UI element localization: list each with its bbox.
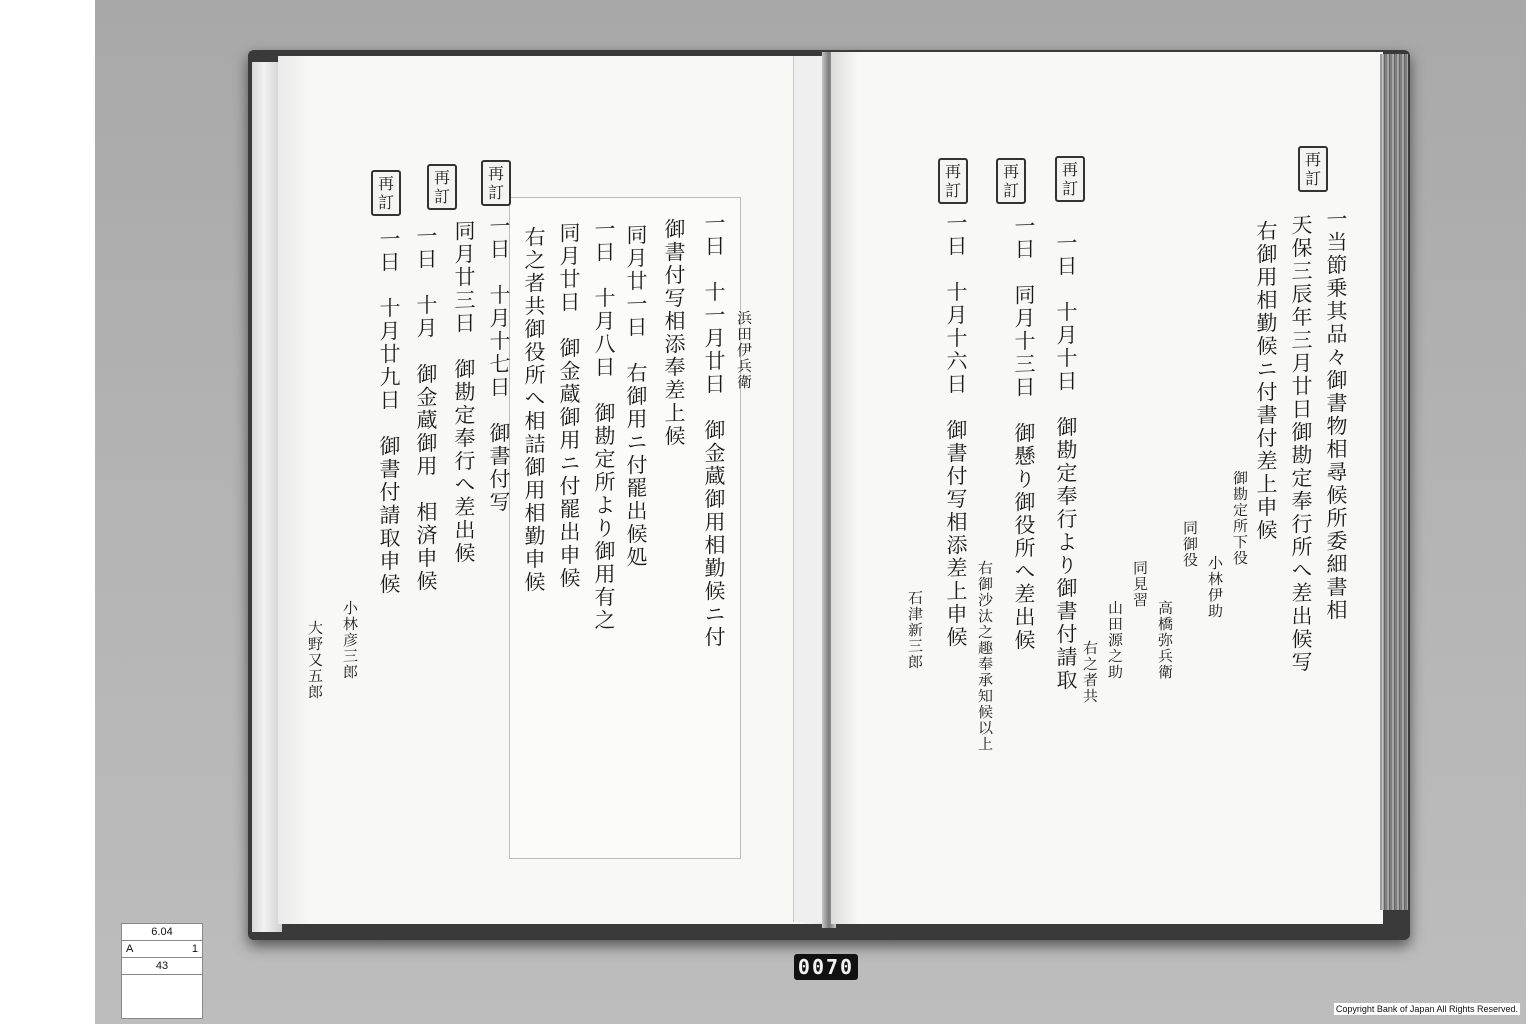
label-item: 43 [122, 958, 202, 975]
name-column: 右之者共 [1081, 639, 1099, 705]
revision-stamp: 再 訂 [938, 158, 968, 204]
text-column: 一日 十月十日 御勘定奉行より御書付請取 [1054, 231, 1078, 693]
frame-number-tag: 0070 [794, 954, 858, 980]
text-column: 右御沙汰之趣奉承知候以上 [976, 559, 994, 753]
label-volume: 1 [191, 943, 198, 955]
revision-stamp: 再 訂 [371, 170, 401, 216]
text-column: 一日 十月八日 御勘定所より御用有之 [592, 217, 616, 633]
text-column: 一日 十月廿九日 御書付請取申候 [377, 227, 401, 597]
name-column: 高橋弥兵衛 [1156, 599, 1174, 681]
text-column: 同月廿三日 御勘定奉行へ差出候 [452, 219, 476, 566]
label-code: 6.04 [122, 924, 202, 941]
slip-text-column: 同月廿一日 右御用ニ付罷出候処 [624, 223, 648, 570]
revision-stamp: 再 訂 [427, 164, 457, 210]
name-column: 小林伊助 [1206, 554, 1224, 620]
text-column: 一日 十月十七日 御書付写 [487, 214, 511, 515]
name-column: 同御役 [1181, 519, 1199, 569]
name-column: 山田源之助 [1106, 599, 1124, 681]
text-column: 一日 十月十六日 御書付写相添差上申候 [944, 211, 968, 650]
revision-stamp: 再 訂 [1298, 146, 1328, 192]
archive-label-card [121, 923, 203, 1019]
text-column: 同月廿日 御金蔵御用ニ付罷出申候 [557, 221, 581, 591]
signature-column: 浜田伊兵衛 [735, 309, 753, 391]
slip-text-column: 御書付写相添奉差上候 [662, 217, 686, 449]
name-column: 同見習 [1131, 559, 1149, 609]
revision-stamp: 再 訂 [996, 158, 1026, 204]
text-column: 一日 十月 御金蔵御用 相済申候 [414, 224, 438, 594]
binding-tab [793, 56, 822, 922]
slip-text-column: 一日 十一月廿日 御金蔵御用相勤候ニ付 [702, 211, 726, 650]
text-column: 右御用相勤候ニ付書付差上申候 [1254, 219, 1278, 543]
revision-stamp: 再 訂 [481, 160, 511, 206]
text-column: 一日 同月十三日 御懸り御役所へ差出候 [1012, 214, 1036, 653]
page-fore-edge [1380, 54, 1408, 910]
text-column: 天保三辰年三月廿日御勘定奉行所へ差出候写 [1289, 213, 1313, 675]
copyright-notice: Copyright Bank of Japan All Rights Reserved. [1335, 1004, 1518, 1014]
label-series: A [126, 943, 134, 955]
text-column: 右之者共御役所へ相詰御用相勤申候 [522, 225, 546, 595]
signature-column: 大野又五郎 [306, 619, 324, 701]
label-series-row [122, 941, 202, 958]
label-blank-cell [122, 975, 202, 1018]
name-column: 御勘定所下役 [1231, 469, 1249, 567]
text-column: 一当節乗其品々御書物相尋候所委細書相 [1324, 207, 1348, 623]
signature-column: 小林彦三郎 [341, 599, 359, 681]
signature-column: 石津新三郎 [906, 589, 924, 671]
revision-stamp: 再 訂 [1055, 156, 1085, 202]
